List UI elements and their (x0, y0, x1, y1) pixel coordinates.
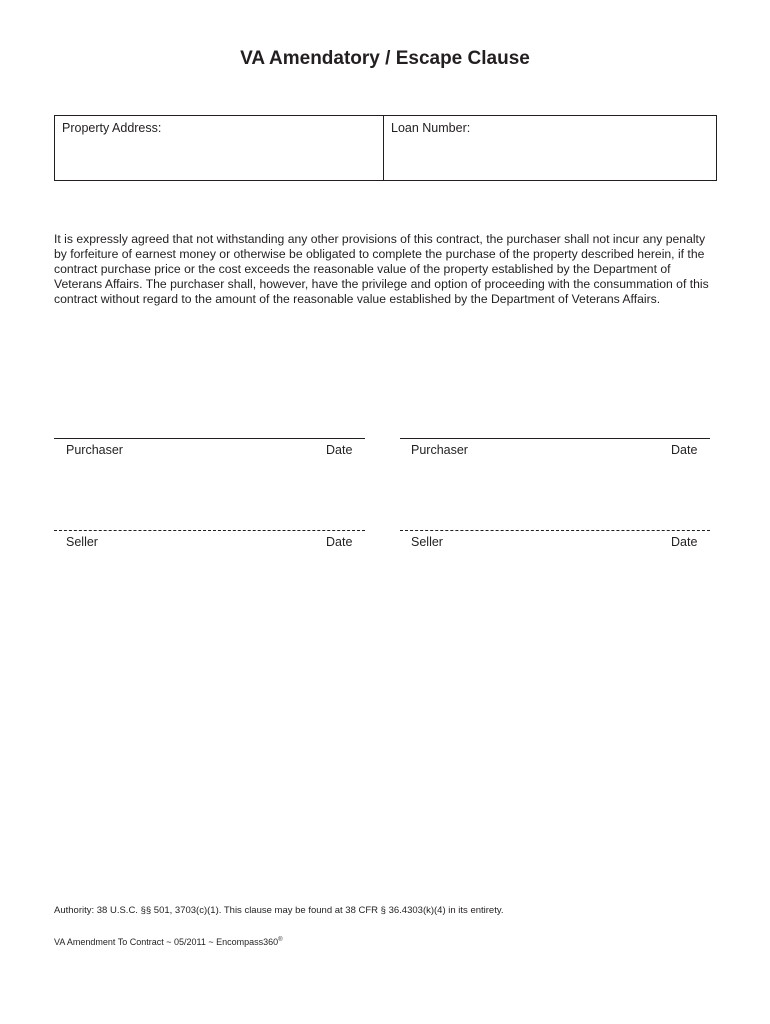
loan-info-table (54, 115, 717, 181)
seller-2-date-label: Date (671, 535, 698, 549)
seller-1-label: Seller (66, 535, 98, 549)
purchaser-1-date-label: Date (326, 443, 353, 457)
form-identifier (54, 937, 283, 947)
seller-1-signature-line[interactable] (54, 530, 365, 531)
purchaser-1-label: Purchaser (66, 443, 123, 457)
seller-2-signature-line[interactable] (400, 530, 710, 531)
page-title: VA Amendatory / Escape Clause (240, 48, 530, 69)
purchaser-1-signature-line[interactable] (54, 438, 365, 439)
registered-mark: ® (278, 937, 283, 943)
property-address-label: Property Address: (62, 121, 162, 135)
loan-number-field[interactable] (384, 116, 716, 180)
seller-1-date-label: Date (326, 535, 353, 549)
seller-2-label: Seller (411, 535, 443, 549)
purchaser-2-signature-line[interactable] (400, 438, 710, 439)
authority-note: Authority: 38 U.S.C. §§ 501, 3703(c)(1). This clause may be found at 38 CFR § 36.4303(k)(4) in its entirety. (54, 905, 504, 916)
loan-number-label: Loan Number: (391, 121, 471, 135)
escape-clause-text: It is expressly agreed that not withstanding any other provisions of this contract, the purchaser shall not incur any penalty by forfeiture of earnest money or otherwise be obligated to complete the purchase of the property described herein, if the contract purchase price or the cost exceeds the reasonable value of the property established by the Department of Veterans Affairs. The purchaser shall, however, have the privilege and option of proceeding with the consummation of this contract without regard to the amount of the reasonable value established by the Department of Veterans Affairs. (54, 232, 709, 306)
property-address-field[interactable] (55, 116, 384, 180)
form-identifier-text: VA Amendment To Contract ~ 05/2011 ~ Encompass360 (54, 937, 279, 947)
purchaser-2-date-label: Date (671, 443, 698, 457)
purchaser-2-label: Purchaser (411, 443, 468, 457)
